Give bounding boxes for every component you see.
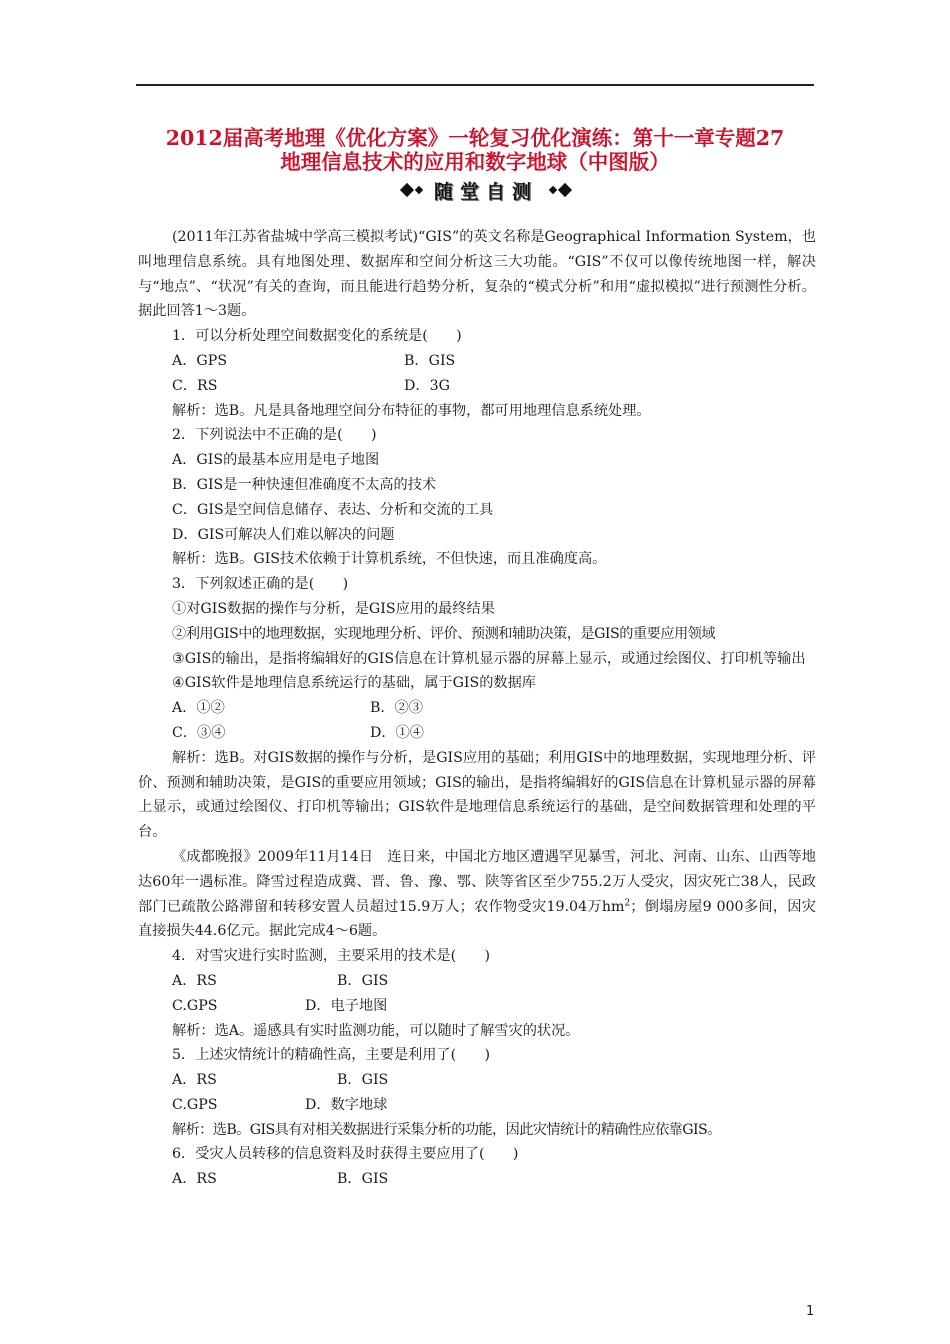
option-b: B．GIS [404,352,456,369]
statement-4: ④GIS软件是地理信息系统运行的基础，属于GIS的数据库 [172,675,536,692]
superscript: 2 [624,897,631,908]
diamond-icon [415,186,423,194]
question-5-options-row-1 [138,1068,816,1093]
option-d: D．①④ [370,724,424,741]
question-3-options-row-1 [138,696,816,721]
diamond-icon [558,183,572,197]
document-body [138,225,816,1192]
question-2-stem: 2．下列说法中不正确的是( ) [172,427,377,444]
question-4-options-row-2 [138,994,816,1019]
option-c: C．GIS是空间信息储存、表达、分析和交流的工具 [172,501,494,518]
option-a: A．GIS的最基本应用是电子地图 [172,452,380,469]
question-3-stem: 3．下列叙述正确的是( ) [172,576,349,593]
question-1-options-row-1 [138,349,816,374]
question-1-options-row-2 [138,374,816,399]
option-b: B．GIS [337,1072,389,1089]
option-a: A．①② [172,700,225,717]
option-d: D．电子地图 [305,997,388,1014]
option-d: D．GIS可解决人们难以解决的问题 [172,526,395,543]
option-b: B．GIS是一种快速但准确度不太高的技术 [172,476,437,493]
diamond-icon [400,183,414,197]
document-title [136,126,814,174]
passage-2 [138,845,816,944]
statement-2: ②利用GIS中的地理数据，实现地理分析、评价、预测和辅助决策，是GIS的重要应用领域 [172,625,716,642]
statement-1: ①对GIS数据的操作与分析，是GIS应用的最终结果 [172,600,495,617]
question-2-answer: 解析：选B。GIS技术依赖于计算机系统，不但快速，而且准确度高。 [172,551,607,568]
passage-1: (2011年江苏省盐城中学高三模拟考试)“GIS”的英文名称是Geographical Information System，也叫地理信息系统。具有地图处理、数据库和空间分析这三大功能。“GIS”不仅可以像传统地图一样，解决与“地点”、“状况”有关的查询，而且能进行趋势分析，复杂的“模式分析”和用“虚拟模拟”进行预测性分析。据此回答1～3题。 [138,229,816,320]
option-b: B．GIS [337,972,389,989]
question-4-answer: 解析：选A。遥感具有实时监测功能，可以随时了解雪灾的状况。 [172,1022,580,1039]
option-c: C.GPS [172,997,218,1014]
option-c: C．RS [172,377,218,394]
option-b: B．②③ [370,700,423,717]
page-number: 1 [806,1304,815,1319]
option-d: D．数字地球 [305,1096,388,1113]
passage-2-text: 《成都晚报》2009年11月14日 连日来，中国北方地区遭遇罕见暴雪，河北、河南、山东、山西等地达60年一遇标准。降雪过程造成冀、晋、鲁、豫、鄂、陕等省区至少755.2万人受灾，因灾死亡38人，民政部门已疏散公路滞留和转移安置人员超过15.9万人；农作物受灾19.04万hm [138,848,816,915]
question-6-stem: 6．受灾人员转移的信息资料及时获得主要应用了( ) [172,1146,519,1163]
question-4-stem: 4．对雪灾进行实时监测，主要采用的技术是( ) [172,948,491,965]
question-3-answer: 解析：选B。对GIS数据的操作与分析，是GIS应用的基础；利用GIS中的地理数据，实现地理分析、评价、预测和辅助决策，是GIS的重要应用领域；GIS的输出，是指将编辑好的GIS信息在计算机显示器的屏幕上显示，或通过绘图仪、打印机等输出；GIS软件是地理信息系统运行的基础，是空间数据管理和处理的平台。 [138,749,816,841]
option-a: A．RS [172,972,217,989]
question-6-options-row-1 [138,1167,816,1192]
passage-2-tail: ；倒塌房屋9 000多间，因灾直接损失44.6亿元。据此完成4～6题。 [138,898,816,940]
section-banner [380,175,592,205]
option-a: A．RS [172,1171,217,1188]
option-a: A．GPS [172,352,228,369]
question-5-answer: 解析：选B。GIS具有对相关数据进行采集分析的功能，因此灾情统计的精确性应依靠GIS。 [172,1121,721,1138]
question-4-options-row-1 [138,969,816,994]
question-3-options-row-2 [138,721,816,746]
question-1-stem: 1．可以分析处理空间数据变化的系统是( ) [172,328,462,345]
diamond-icon [549,186,557,194]
title-line-2: 地理信息技术的应用和数字地球（中图版） [280,150,670,174]
question-5-stem: 5．上述灾情统计的精确性高，主要是利用了( ) [172,1047,491,1064]
option-a: A．RS [172,1072,217,1089]
title-line-1: 2012届高考地理《优化方案》一轮复习优化演练：第十一章专题27 [165,126,785,150]
section-banner-label: 随堂自测 [433,180,538,203]
question-1-answer: 解析：选B。凡是具备地理空间分布特征的事物，都可用地理信息系统处理。 [172,402,651,419]
header-rule [136,84,814,86]
option-b: B．GIS [337,1171,389,1188]
option-c: C．③④ [172,724,226,741]
option-c: C.GPS [172,1096,218,1113]
option-d: D．3G [404,377,450,394]
question-5-options-row-2 [138,1093,816,1118]
statement-3: ③GIS的输出，是指将编辑好的GIS信息在计算机显示器的屏幕上显示，或通过绘图仪、打印机等输出 [172,650,806,667]
